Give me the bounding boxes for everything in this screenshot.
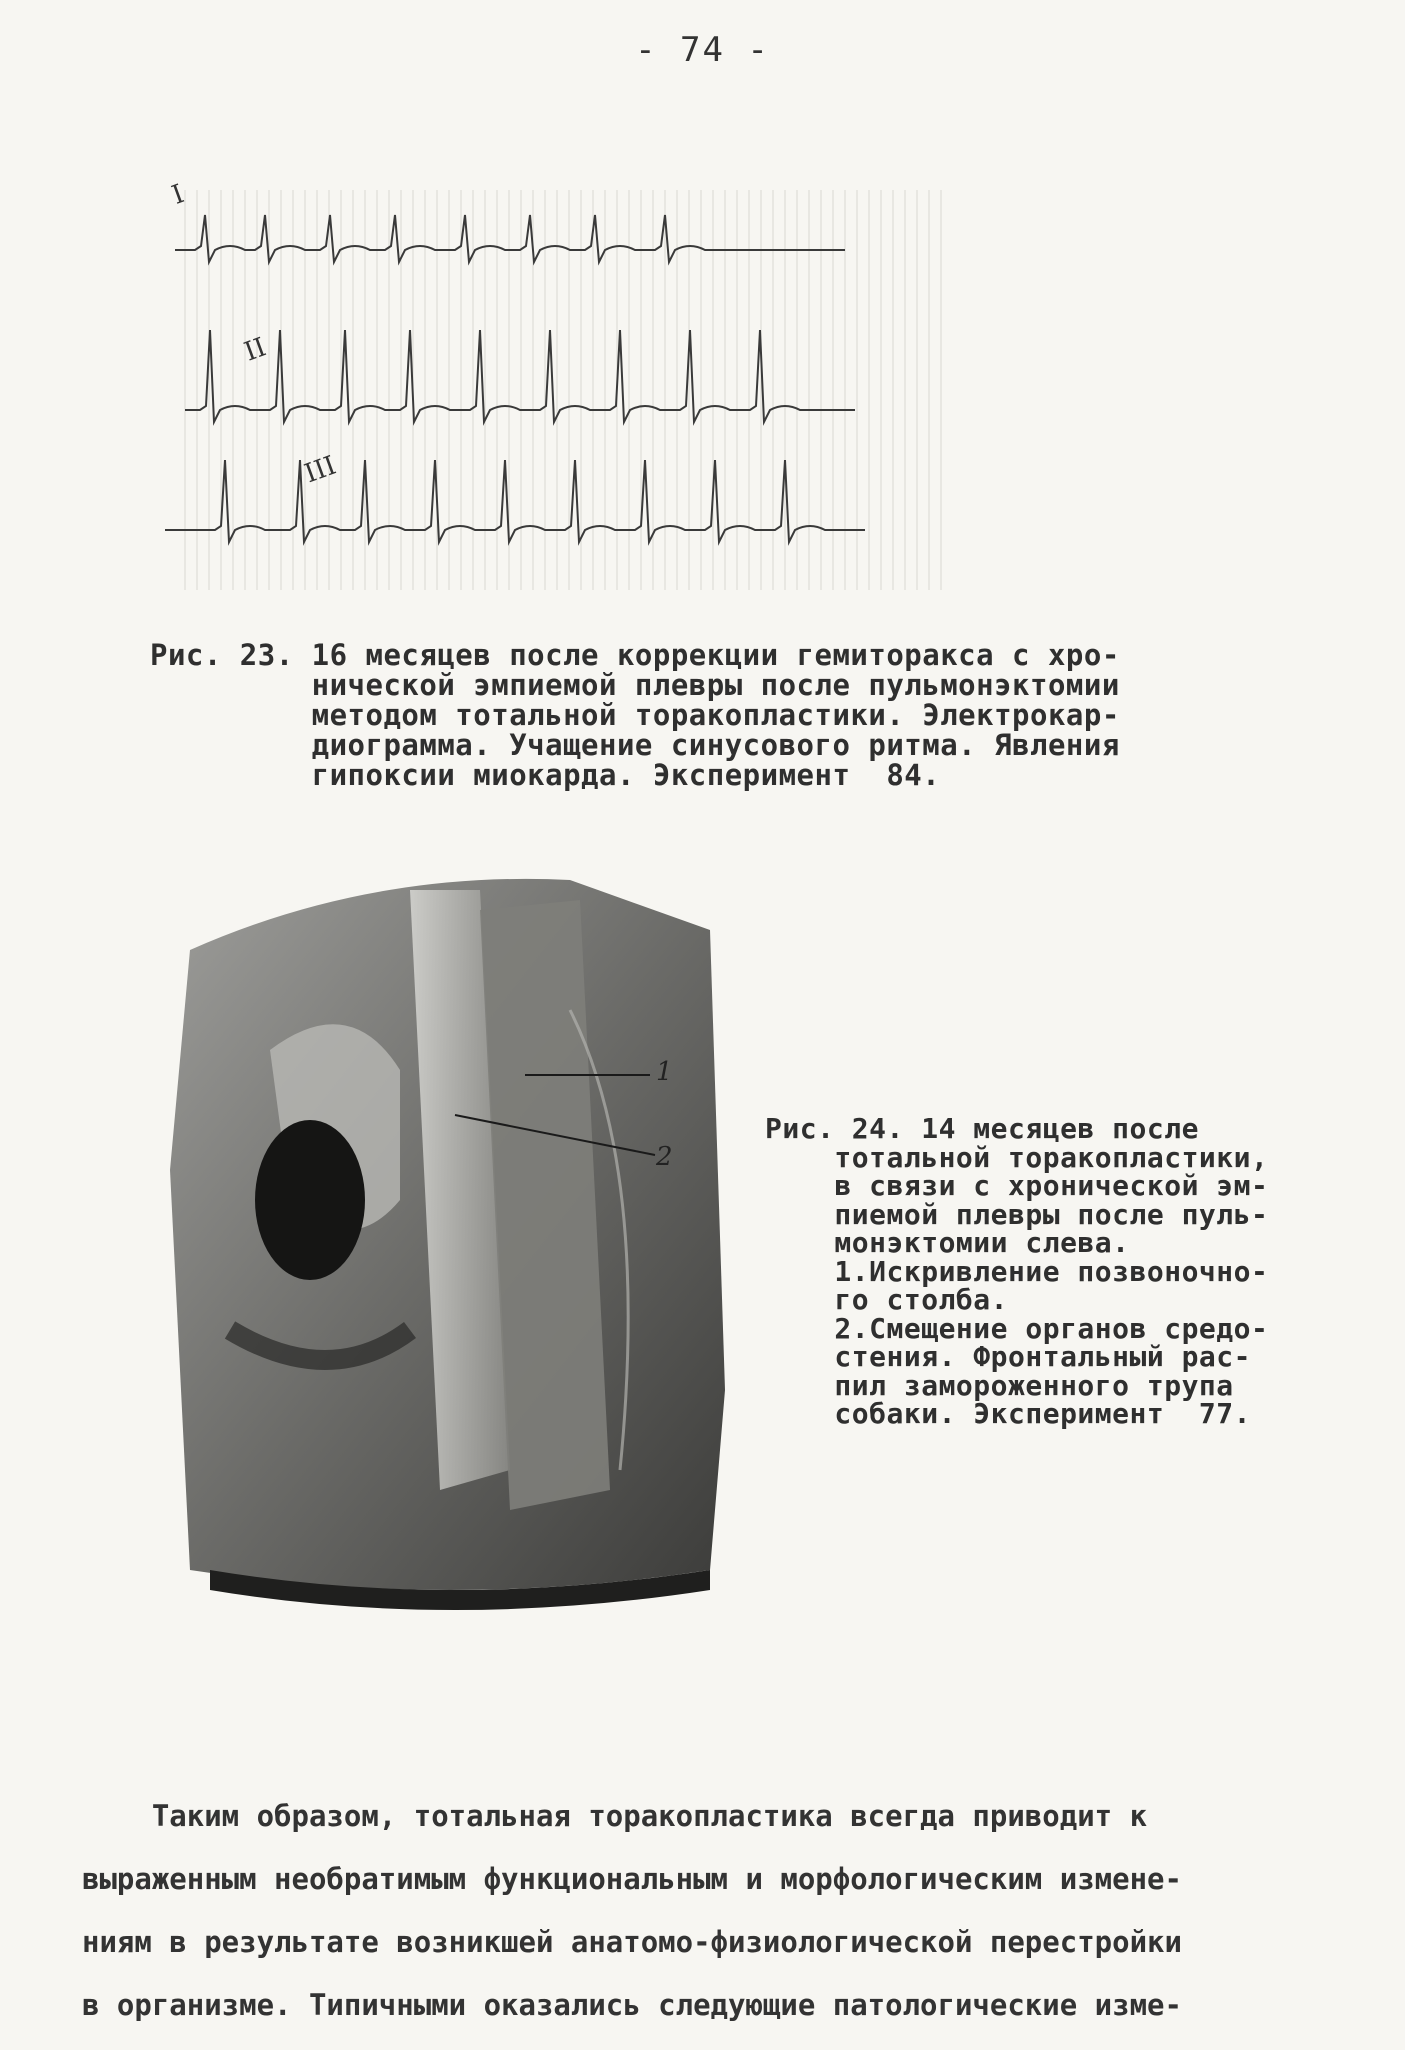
ecg-lead-trace bbox=[175, 215, 845, 262]
ecg-figure bbox=[165, 170, 945, 590]
ecg-lead-trace bbox=[165, 460, 865, 542]
specimen-marker-2: 2 bbox=[656, 1142, 673, 1172]
lead-label-i: I bbox=[168, 179, 189, 211]
lead-label-ii: II bbox=[240, 332, 271, 368]
specimen-photo bbox=[150, 870, 750, 1620]
ecg-lead-trace bbox=[185, 330, 855, 422]
body-paragraph: Таким образом, тотальная торакопластика всегда приводит к выраженным необратимым функциональным и морфологическим измене- ниям в результате возникшей анатомо-физиологической перестройки в организме. Типичными оказались следующие патологические изме- bbox=[82, 1799, 1182, 2022]
figure-23-caption: Рис. 23. 16 месяцев после коррекции гемиторакса с хро- нической эмпиемой плевры после пульмонэктомии методом тотальной торакопластики. Электрокар- диограмма. Учащение синусового ритма. Явления гипоксии миокарда. Эксперимент 84. bbox=[150, 638, 1120, 792]
specimen-marker-1: 1 bbox=[656, 1057, 673, 1087]
figure-24-caption: Рис. 24. 14 месяцев после тотальной торакопластики, в связи с хронической эм- пиемой плевры после пуль- монэктомии слева. 1.Искривление позвоночно- го столба. 2.Смещение органов средо- стения. Фронтальный рас- пил замороженного трупа собаки. Эксперимент 77. bbox=[765, 1112, 1269, 1430]
lead-label-iii: III bbox=[300, 450, 341, 490]
ecg-traces bbox=[165, 170, 945, 590]
page-number: - 74 - bbox=[635, 30, 770, 70]
